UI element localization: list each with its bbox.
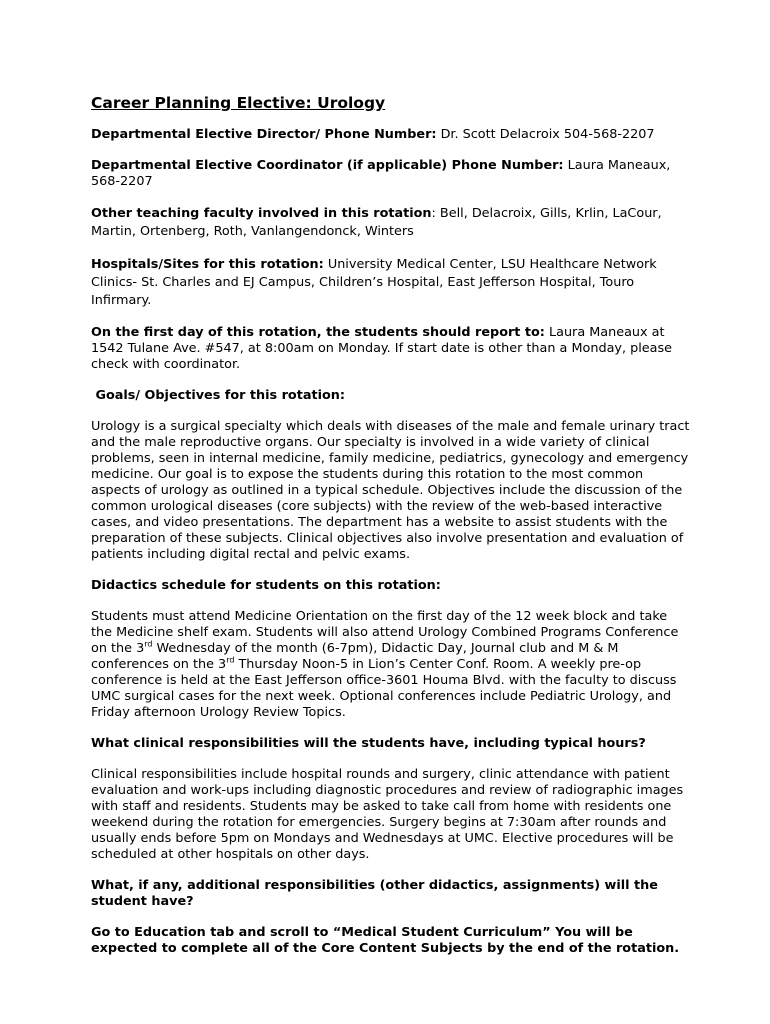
report-label: On the first day of this rotation, the students should report to: xyxy=(91,325,545,340)
coordinator-label: Departmental Elective Coordinator (if applicable) Phone Number: xyxy=(91,158,564,173)
faculty-label: Other teaching faculty involved in this rotation xyxy=(91,206,432,221)
didactics-text-1: Students must attend Medicine Orientation on the first day of the 12 week block and take the Medicine shelf exam. Students will also attend Urology Combined Programs Conference on the 3 xyxy=(91,609,679,656)
didactics-sup-1: rd xyxy=(144,639,153,649)
report-value: Laura Maneaux at 1542 Tulane Ave. #547, at 8:00am on Monday. If start date is other than a Monday, please check with coordinator. xyxy=(91,325,673,372)
faculty-field xyxy=(91,205,691,241)
sites-label: Hospitals/Sites for this rotation: xyxy=(91,257,324,272)
goals-heading: Goals/ Objectives for this rotation: xyxy=(91,388,345,403)
sites-field xyxy=(91,256,691,310)
director-field xyxy=(91,127,691,143)
additional-body: Go to Education tab and scroll to “Medical Student Curriculum” You will be expected to complete all of the Core Content Subjects by the end of the rotation. xyxy=(91,925,680,956)
goals-body: Urology is a surgical specialty which deals with diseases of the male and female urinary tract and the male reproductive organs. Our specialty is involved in a wide variety of clinical problems, seen in internal medicine, family medicine, pediatrics, gynecology and emergency medicine. Our goal is to expose the students during this rotation to the most common aspects of urology as outlined in a typical schedule. Objectives include the discussion of the common urological diseases (core subjects) with the review of the web-based interactive cases, and video presentations. The department has a website to assist students with the preparation of these subjects. Clinical objectives also involve presentation and evaluation of patients including digital rectal and pelvic exams. xyxy=(91,419,690,562)
didactics-sup-2: rd xyxy=(226,655,235,665)
sites-value: University Medical Center, LSU Healthcare Network Clinics- St. Charles and EJ Campus, Children’s Hospital, East Jefferson Hospital, Touro Infirmary. xyxy=(91,257,657,308)
coordinator-value: Laura Maneaux, 568-2207 xyxy=(91,158,671,189)
didactics-body xyxy=(91,609,691,721)
didactics-text-3: Thursday Noon-5 in Lion’s Center Conf. Room. A weekly pre-op conference is held at the East Jefferson office-3601 Houma Blvd. with the faculty to discuss UMC surgical cases for the next week. Optional conferences include Pediatric Urology, and Friday afternoon Urology Review Topics. xyxy=(91,657,677,720)
faculty-value: : Bell, Delacroix, Gills, Krlin, LaCour, Martin, Ortenberg, Roth, Vanlangendonck, Winters xyxy=(91,206,662,239)
didactics-heading: Didactics schedule for students on this rotation: xyxy=(91,578,441,593)
director-value: Dr. Scott Delacroix 504-568-2207 xyxy=(436,127,655,142)
didactics-text-2: Wednesday of the month (6-7pm), Didactic Day, Journal club and M & M conferences on the 3 xyxy=(91,641,619,672)
clinical-body: Clinical responsibilities include hospital rounds and surgery, clinic attendance with patient evaluation and work-ups including diagnostic procedures and review of radiographic images with staff and residents. Students may be asked to take call from home with residents one weekend during the rotation for emergencies. Surgery begins at 7:30am after rounds and usually ends before 5pm on Mondays and Wednesdays at UMC. Elective procedures will be scheduled at other hospitals on other days. xyxy=(91,767,684,862)
page-title: Career Planning Elective: Urology xyxy=(91,94,386,112)
report-field xyxy=(91,325,691,373)
director-label: Departmental Elective Director/ Phone Number: xyxy=(91,127,437,142)
document-page xyxy=(91,93,691,972)
clinical-heading: What clinical responsibilities will the students have, including typical hours? xyxy=(91,736,646,751)
additional-heading: What, if any, additional responsibilities (other didactics, assignments) will the student have? xyxy=(91,878,658,909)
coordinator-field xyxy=(91,158,691,190)
